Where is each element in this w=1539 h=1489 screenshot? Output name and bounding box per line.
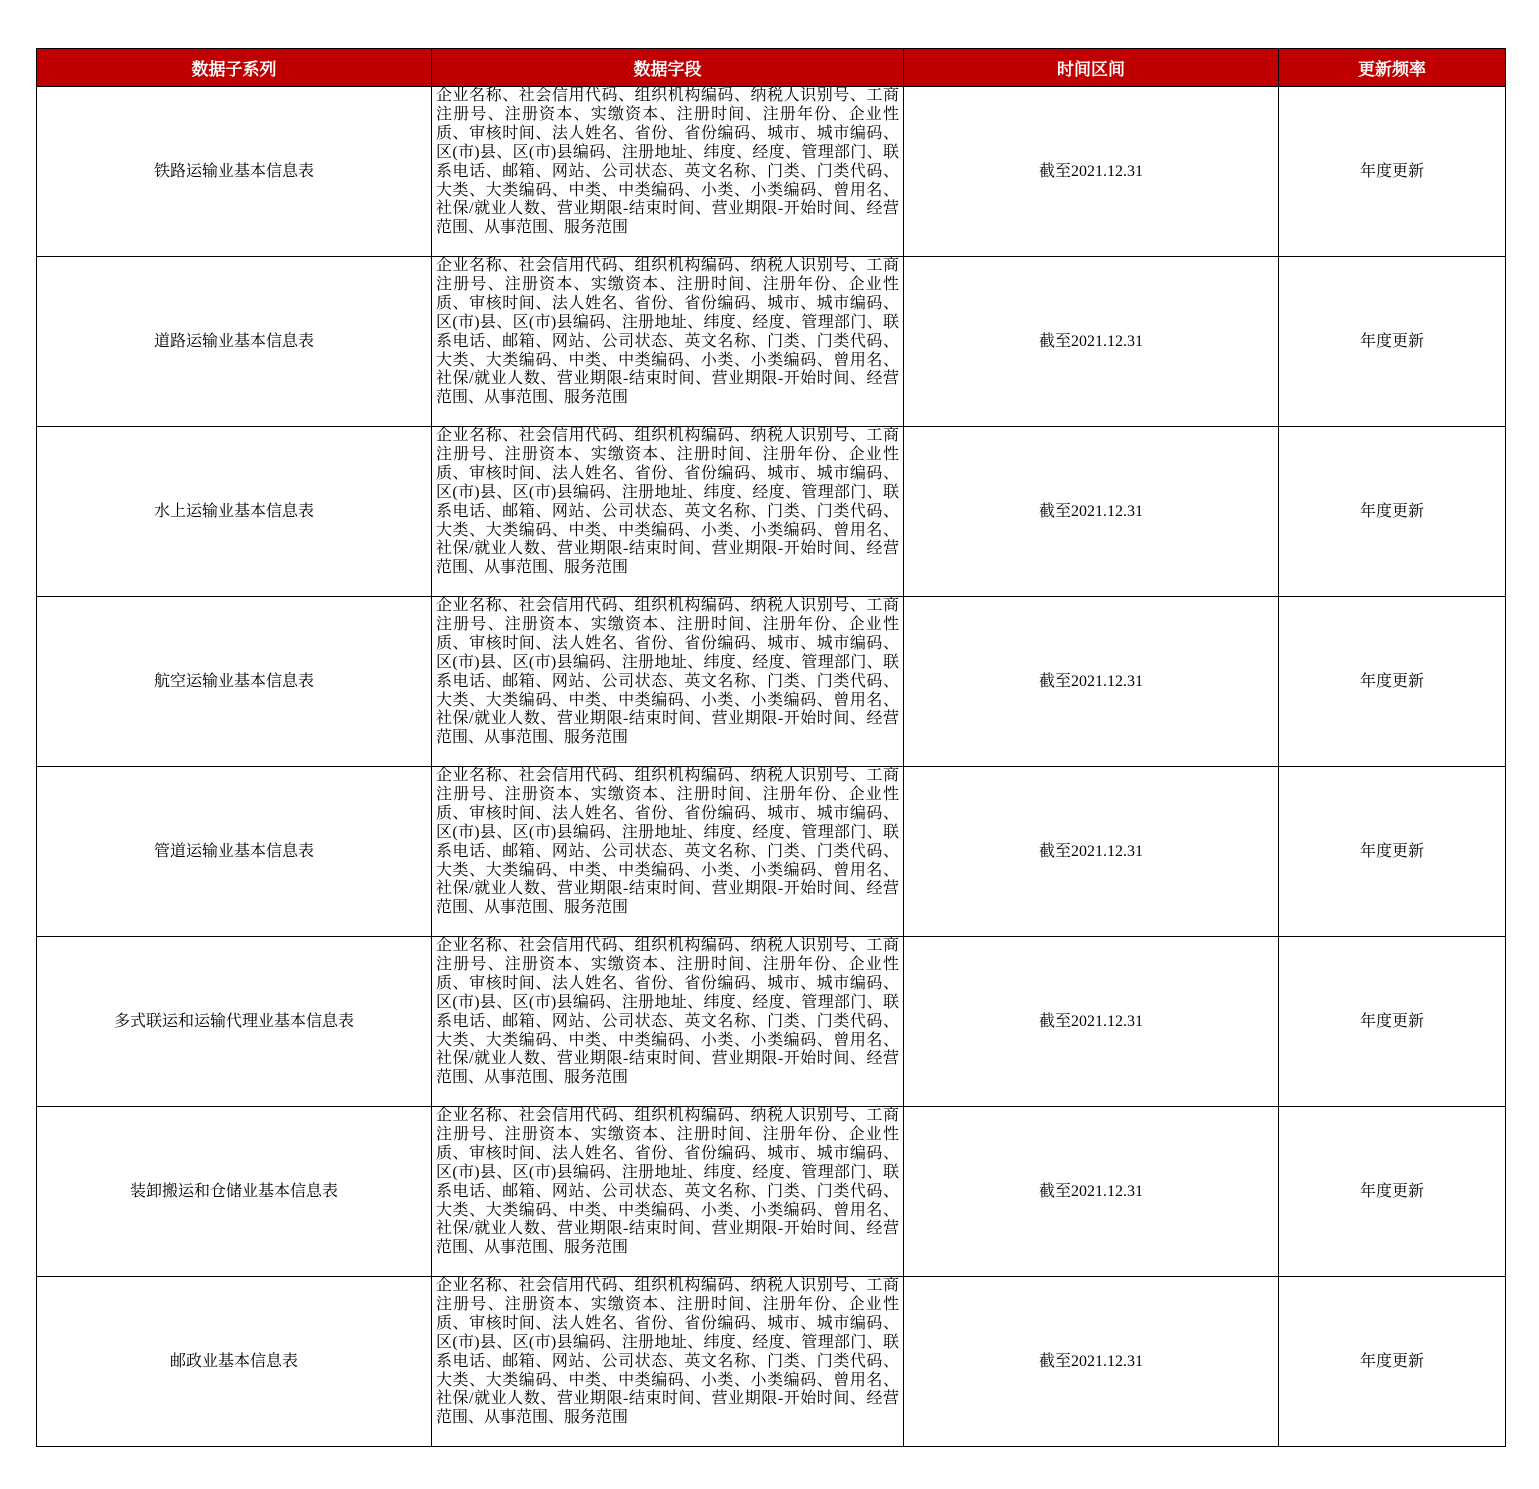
cell-period: 截至2021.12.31 bbox=[904, 1107, 1279, 1277]
cell-series: 航空运输业基本信息表 bbox=[37, 597, 432, 767]
cell-series: 水上运输业基本信息表 bbox=[37, 427, 432, 597]
table-row bbox=[37, 257, 1506, 427]
cell-series: 铁路运输业基本信息表 bbox=[37, 87, 432, 257]
cell-period: 截至2021.12.31 bbox=[904, 767, 1279, 937]
cell-period: 截至2021.12.31 bbox=[904, 427, 1279, 597]
table-row bbox=[37, 937, 1506, 1107]
cell-series: 多式联运和运输代理业基本信息表 bbox=[37, 937, 432, 1107]
table-row bbox=[37, 1277, 1506, 1447]
cell-period: 截至2021.12.31 bbox=[904, 597, 1279, 767]
cell-period: 截至2021.12.31 bbox=[904, 257, 1279, 427]
cell-frequency: 年度更新 bbox=[1279, 1277, 1506, 1447]
cell-frequency: 年度更新 bbox=[1279, 767, 1506, 937]
table-row bbox=[37, 427, 1506, 597]
cell-frequency: 年度更新 bbox=[1279, 427, 1506, 597]
cell-series: 管道运输业基本信息表 bbox=[37, 767, 432, 937]
cell-fields: 企业名称、社会信用代码、组织机构编码、纳税人识别号、工商注册号、注册资本、实缴资本、注册时间、注册年份、企业性质、审核时间、法人姓名、省份、省份编码、城市、城市编码、区(市)县、区(市)县编码、注册地址、纬度、经度、管理部门、联系电话、邮箱、网站、公司状态、英文名称、门类、门类代码、大类、大类编码、中类、中类编码、小类、小类编码、曾用名、社保/就业人数、营业期限-结束时间、营业期限-开始时间、经营范围、从事范围、服务范围 bbox=[432, 87, 904, 257]
cell-fields: 企业名称、社会信用代码、组织机构编码、纳税人识别号、工商注册号、注册资本、实缴资本、注册时间、注册年份、企业性质、审核时间、法人姓名、省份、省份编码、城市、城市编码、区(市)县、区(市)县编码、注册地址、纬度、经度、管理部门、联系电话、邮箱、网站、公司状态、英文名称、门类、门类代码、大类、大类编码、中类、中类编码、小类、小类编码、曾用名、社保/就业人数、营业期限-结束时间、营业期限-开始时间、经营范围、从事范围、服务范围 bbox=[432, 1107, 904, 1277]
cell-frequency: 年度更新 bbox=[1279, 597, 1506, 767]
cell-fields: 企业名称、社会信用代码、组织机构编码、纳税人识别号、工商注册号、注册资本、实缴资本、注册时间、注册年份、企业性质、审核时间、法人姓名、省份、省份编码、城市、城市编码、区(市)县、区(市)县编码、注册地址、纬度、经度、管理部门、联系电话、邮箱、网站、公司状态、英文名称、门类、门类代码、大类、大类编码、中类、中类编码、小类、小类编码、曾用名、社保/就业人数、营业期限-结束时间、营业期限-开始时间、经营范围、从事范围、服务范围 bbox=[432, 1277, 904, 1447]
cell-fields: 企业名称、社会信用代码、组织机构编码、纳税人识别号、工商注册号、注册资本、实缴资本、注册时间、注册年份、企业性质、审核时间、法人姓名、省份、省份编码、城市、城市编码、区(市)县、区(市)县编码、注册地址、纬度、经度、管理部门、联系电话、邮箱、网站、公司状态、英文名称、门类、门类代码、大类、大类编码、中类、中类编码、小类、小类编码、曾用名、社保/就业人数、营业期限-结束时间、营业期限-开始时间、经营范围、从事范围、服务范围 bbox=[432, 257, 904, 427]
cell-frequency: 年度更新 bbox=[1279, 87, 1506, 257]
header-row bbox=[37, 49, 1506, 87]
table-row bbox=[37, 87, 1506, 257]
cell-period: 截至2021.12.31 bbox=[904, 87, 1279, 257]
cell-series: 道路运输业基本信息表 bbox=[37, 257, 432, 427]
cell-series: 邮政业基本信息表 bbox=[37, 1277, 432, 1447]
column-header-series: 数据子系列 bbox=[37, 49, 432, 87]
column-header-period: 时间区间 bbox=[904, 49, 1279, 87]
data-series-table bbox=[36, 48, 1506, 1447]
cell-series: 装卸搬运和仓储业基本信息表 bbox=[37, 1107, 432, 1277]
cell-period: 截至2021.12.31 bbox=[904, 1277, 1279, 1447]
table-row bbox=[37, 1107, 1506, 1277]
cell-frequency: 年度更新 bbox=[1279, 937, 1506, 1107]
cell-fields: 企业名称、社会信用代码、组织机构编码、纳税人识别号、工商注册号、注册资本、实缴资本、注册时间、注册年份、企业性质、审核时间、法人姓名、省份、省份编码、城市、城市编码、区(市)县、区(市)县编码、注册地址、纬度、经度、管理部门、联系电话、邮箱、网站、公司状态、英文名称、门类、门类代码、大类、大类编码、中类、中类编码、小类、小类编码、曾用名、社保/就业人数、营业期限-结束时间、营业期限-开始时间、经营范围、从事范围、服务范围 bbox=[432, 937, 904, 1107]
cell-frequency: 年度更新 bbox=[1279, 1107, 1506, 1277]
column-header-frequency: 更新频率 bbox=[1279, 49, 1506, 87]
table-row bbox=[37, 597, 1506, 767]
cell-fields: 企业名称、社会信用代码、组织机构编码、纳税人识别号、工商注册号、注册资本、实缴资本、注册时间、注册年份、企业性质、审核时间、法人姓名、省份、省份编码、城市、城市编码、区(市)县、区(市)县编码、注册地址、纬度、经度、管理部门、联系电话、邮箱、网站、公司状态、英文名称、门类、门类代码、大类、大类编码、中类、中类编码、小类、小类编码、曾用名、社保/就业人数、营业期限-结束时间、营业期限-开始时间、经营范围、从事范围、服务范围 bbox=[432, 427, 904, 597]
cell-fields: 企业名称、社会信用代码、组织机构编码、纳税人识别号、工商注册号、注册资本、实缴资本、注册时间、注册年份、企业性质、审核时间、法人姓名、省份、省份编码、城市、城市编码、区(市)县、区(市)县编码、注册地址、纬度、经度、管理部门、联系电话、邮箱、网站、公司状态、英文名称、门类、门类代码、大类、大类编码、中类、中类编码、小类、小类编码、曾用名、社保/就业人数、营业期限-结束时间、营业期限-开始时间、经营范围、从事范围、服务范围 bbox=[432, 767, 904, 937]
cell-fields: 企业名称、社会信用代码、组织机构编码、纳税人识别号、工商注册号、注册资本、实缴资本、注册时间、注册年份、企业性质、审核时间、法人姓名、省份、省份编码、城市、城市编码、区(市)县、区(市)县编码、注册地址、纬度、经度、管理部门、联系电话、邮箱、网站、公司状态、英文名称、门类、门类代码、大类、大类编码、中类、中类编码、小类、小类编码、曾用名、社保/就业人数、营业期限-结束时间、营业期限-开始时间、经营范围、从事范围、服务范围 bbox=[432, 597, 904, 767]
table-row bbox=[37, 767, 1506, 937]
column-header-fields: 数据字段 bbox=[432, 49, 904, 87]
cell-frequency: 年度更新 bbox=[1279, 257, 1506, 427]
cell-period: 截至2021.12.31 bbox=[904, 937, 1279, 1107]
